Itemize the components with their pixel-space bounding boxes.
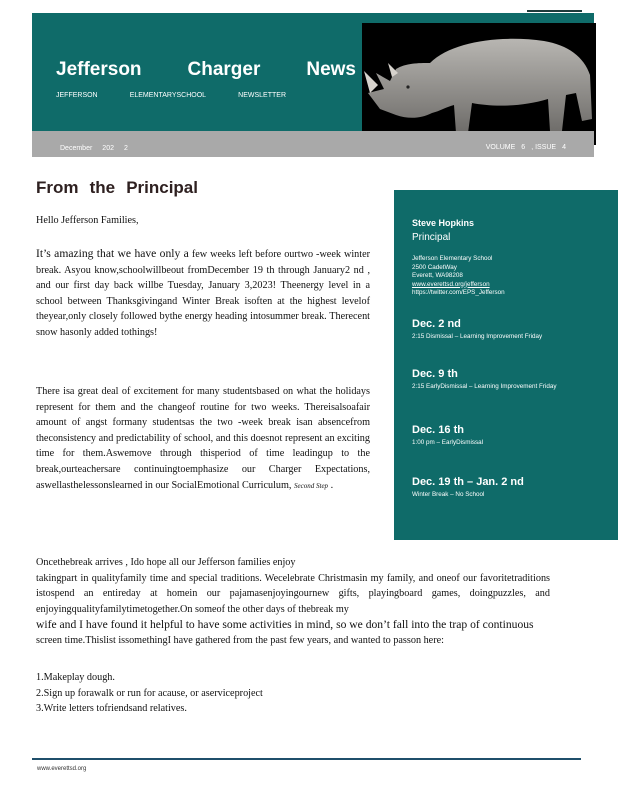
event-item xyxy=(412,424,607,448)
title-word: Jefferson xyxy=(56,59,142,80)
event-item xyxy=(412,318,607,342)
paragraph-2-body: There isa great deal of excitement for many studentsbased on what the holidays represent for them and the changeof routine for two weeks. Thereisalsoafair amount of angst formany studentsas the two -week break isan absencefrom theconsistency and predictability of school, and this doesnot represent an exciting time for them.Aswemove through thisperiod of time leadingup to the break,ourteachersare continuingtoemphasize our Charger Expectations, aswellasthelessonslearned in our SocialEmotional Curriculum, xyxy=(36,386,370,491)
heading-word: Principal xyxy=(126,178,198,197)
rhino-image xyxy=(362,23,596,145)
top-rule xyxy=(527,10,582,12)
address-line: Everett, WA98208 xyxy=(412,272,463,279)
school-address xyxy=(412,255,505,298)
event-date: Dec. 19 th – Jan. 2 nd xyxy=(412,476,524,488)
title-word: News xyxy=(306,59,356,80)
event-date: Dec. 16 th xyxy=(412,424,464,436)
event-description: Winter Break – No School xyxy=(412,491,485,498)
paragraph-2 xyxy=(36,384,370,494)
paragraph-1 xyxy=(36,246,370,341)
paragraph-3-line: Oncethebreak arrives , Ido hope all our Jefferson families enjoy xyxy=(36,557,296,568)
date-bar xyxy=(32,131,594,157)
activity-list xyxy=(36,670,550,717)
principal-role: Principal xyxy=(412,232,451,243)
footer-website[interactable]: www.everettsd.org xyxy=(37,766,87,772)
paragraph-1-lead: It’s amazing that we have only a xyxy=(36,247,189,260)
event-description: 1:00 pm – EarlyDismissal xyxy=(412,439,484,446)
article-heading xyxy=(36,178,198,198)
volume-issue: VOLUME 6 , ISSUE 4 xyxy=(485,144,566,151)
title-word: Charger xyxy=(187,59,261,80)
paragraph-3 xyxy=(36,555,550,649)
address-line: 2500 CadetWay xyxy=(412,263,457,271)
event-description: 2:15 EarlyDismissal – Learning Improvement Friday xyxy=(412,383,557,390)
paragraph-3-large: wife and I have found it helpful to have some activities in mind, so we don’t fall into the trap of continuous xyxy=(36,618,534,632)
greeting: Hello Jefferson Families, xyxy=(36,215,139,226)
twitter-link[interactable]: https://twitter.com/EPS_Jefferson xyxy=(412,289,505,296)
list-item: 1.Makeplay dough. xyxy=(36,672,115,683)
event-item xyxy=(412,368,607,392)
heading-word: the xyxy=(89,178,116,197)
curriculum-name: Second Step xyxy=(294,481,329,490)
school-website-link[interactable]: www.everettsd.org/jefferson xyxy=(412,280,490,288)
list-item: 2.Sign up forawalk or run for acause, or aserviceproject xyxy=(36,687,263,699)
list-item: 3.Write letters tofriendsand relatives. xyxy=(36,703,187,715)
address-line: Jefferson Elementary School xyxy=(412,255,493,262)
paragraph-3-end: screen time.Thislist issomethingI have gathered from the past few years, and wanted to passon here: xyxy=(36,634,444,646)
newsletter-title xyxy=(56,59,356,81)
event-date: Dec. 2 nd xyxy=(412,318,461,330)
event-description: 2:15 Dismissal – Learning Improvement Friday xyxy=(412,333,543,340)
event-date: Dec. 9 th xyxy=(412,368,458,380)
heading-word: From xyxy=(36,178,79,197)
newsletter-subtitle xyxy=(56,92,286,99)
principal-sidebar xyxy=(394,190,618,540)
footer-rule xyxy=(32,758,581,760)
issue-date: December 202 2 xyxy=(60,145,128,152)
paragraph-1-body: few weeks left before ourtwo -week winter break. Asyou know,schoolwillbeout fromDecember 19 th through January2 nd , and our first day back willbe Tuesday, January 3,2023! Theenergy level in a school between Thanksgivingand Winter Break isoften at the highest levelof theyear,only closely followed bythe energy heading intosummer break. Therecent snow hasonly added tothings! xyxy=(36,249,370,338)
principal-name: Steve Hopkins xyxy=(412,218,475,228)
paragraph-2-end: . xyxy=(328,479,334,491)
subtitle-word: ELEMENTARYSCHOOL xyxy=(129,92,207,99)
subtitle-word: NEWSLETTER xyxy=(238,92,286,99)
paragraph-3-body: takingpart in qualityfamily time and special traditions. Wecelebrate Christmasin my family, and oneof our favoritetraditions istospend an entireday at homein our pajamasenjoyingournew gifts, playingboard games, doingpuzzles, and enjoyingqualityfamilytimetogether.On someof the other days of thebreak my xyxy=(36,572,550,615)
event-item xyxy=(412,476,607,500)
subtitle-word: JEFFERSON xyxy=(56,92,98,99)
